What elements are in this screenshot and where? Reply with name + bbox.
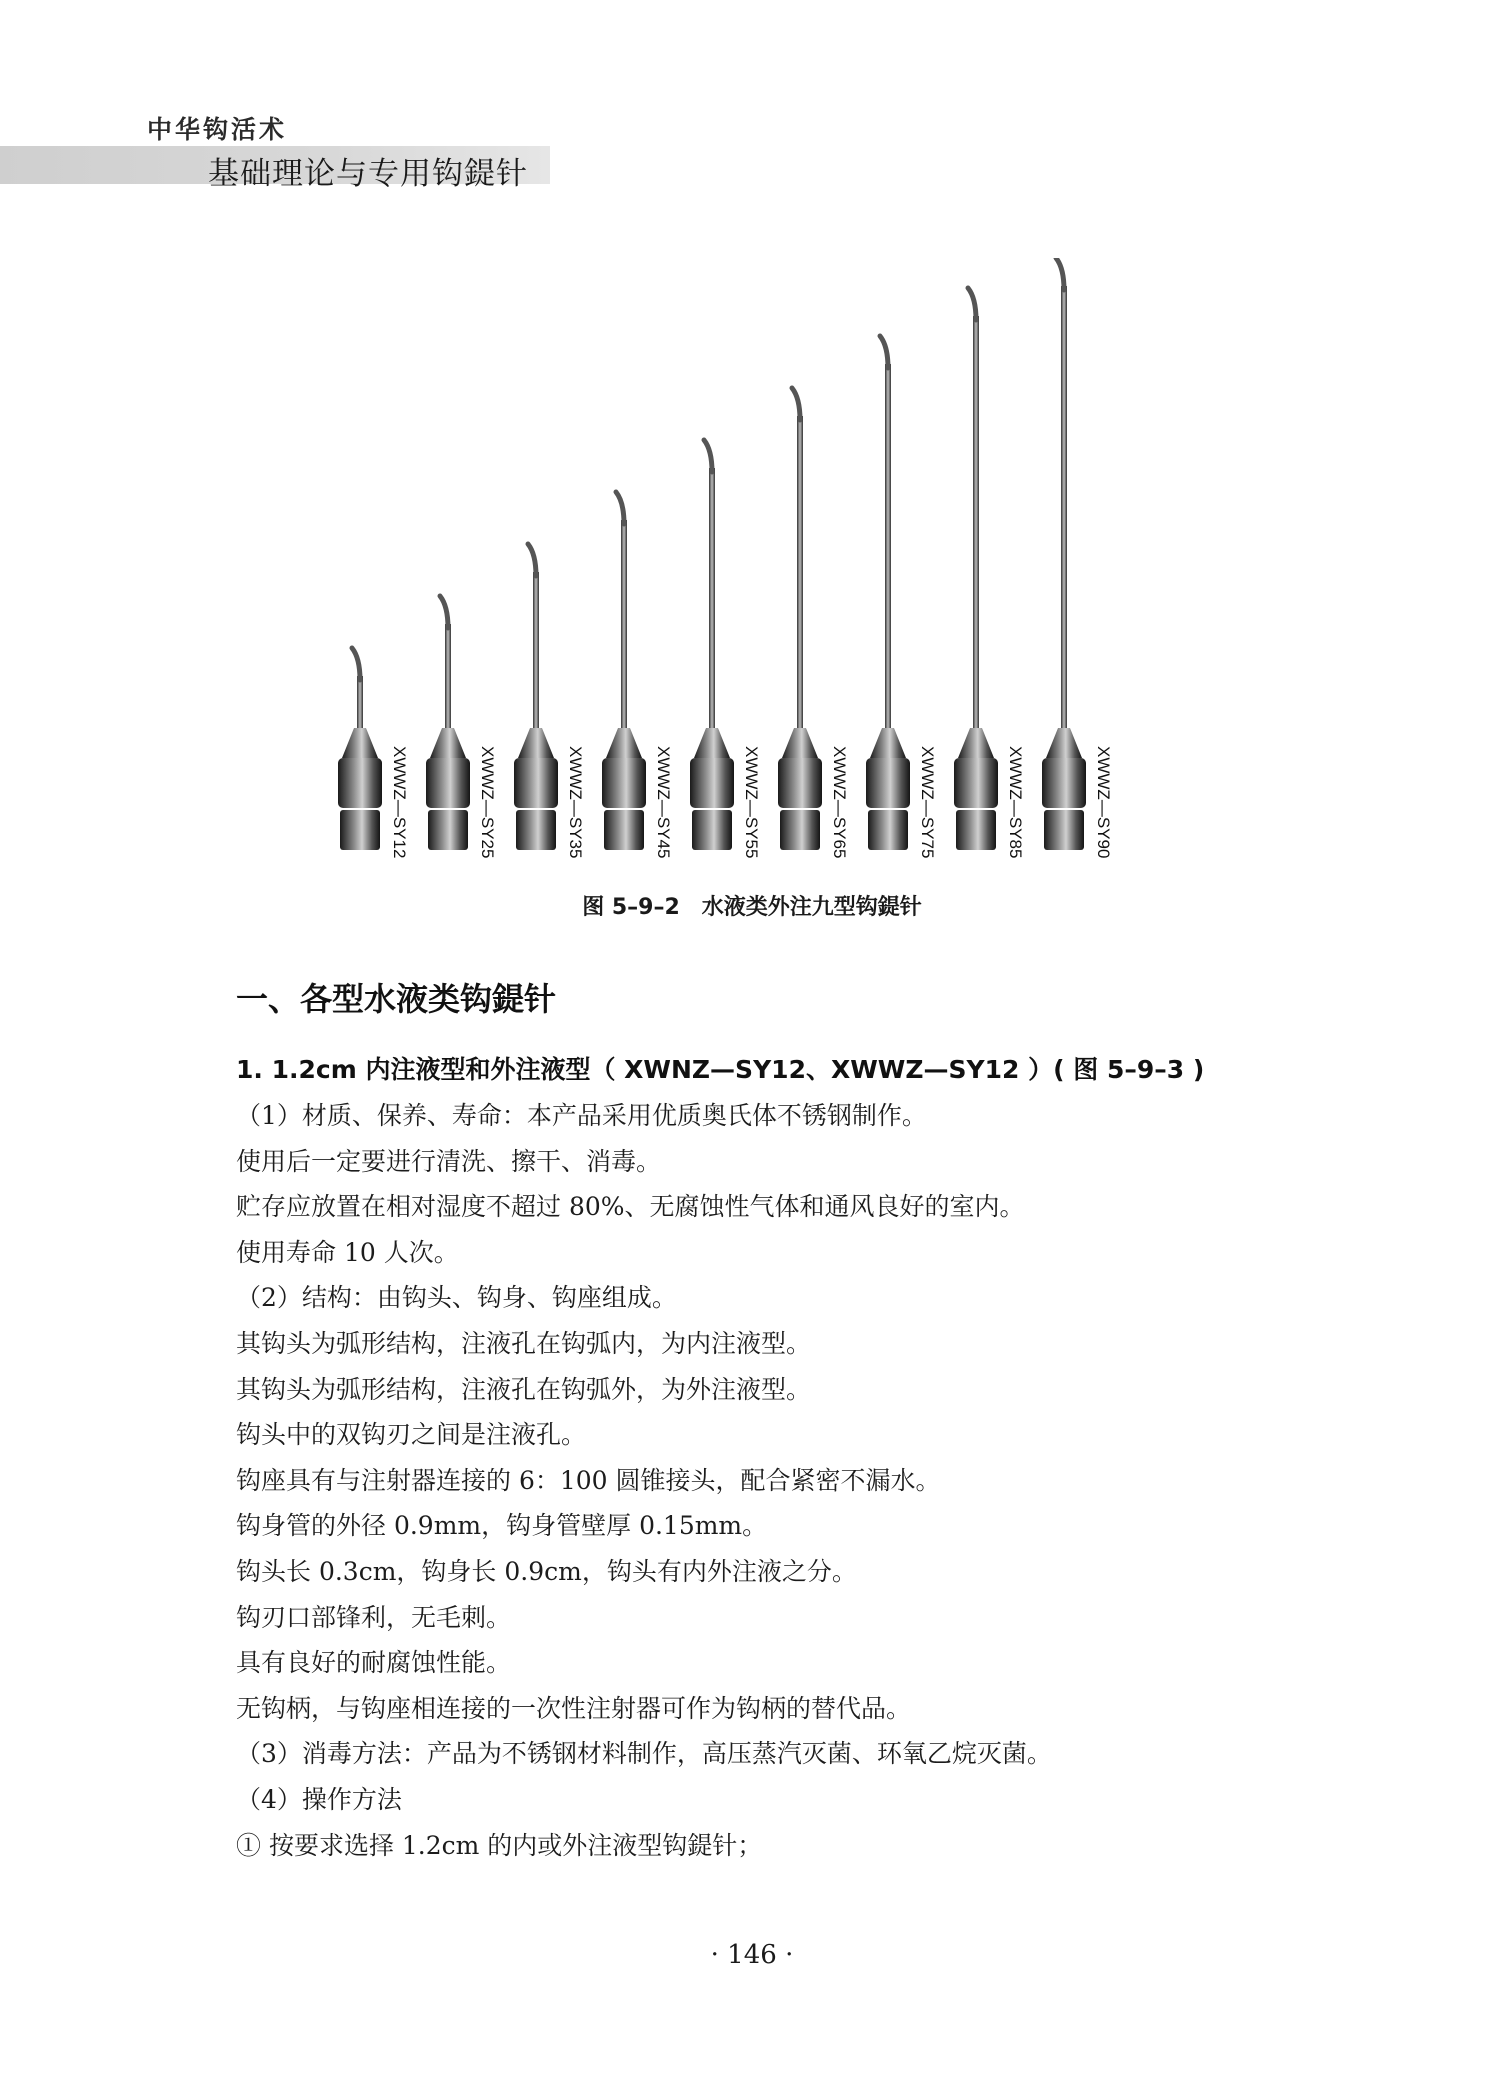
needle xyxy=(1042,258,1113,858)
item-heading: 1. 1.2cm 内注液型和外注液型（ XWNZ—SY12、XWWZ—SY12 ）( 图 5–9–3 ) xyxy=(236,1055,1205,1084)
needle-label: XWWZ—SY75 xyxy=(918,746,937,858)
body-line: （2）结构：由钩头、钩身、钩座组成。 xyxy=(236,1283,677,1313)
body-text xyxy=(236,1093,1286,1868)
body-line: （1）材质、保养、寿命：本产品采用优质奥氏体不锈钢制作。 xyxy=(236,1101,927,1130)
needle xyxy=(778,388,849,858)
body-line: 其钩头为弧形结构，注液孔在钩弧内，为内注液型。 xyxy=(236,1328,812,1358)
body-line: 钩头长 0.3cm，钩身长 0.9cm，钩头有内外注液之分。 xyxy=(236,1556,857,1586)
body-line: （3）消毒方法：产品为不锈钢材料制作，高压蒸汽灭菌、环氧乙烷灭菌。 xyxy=(236,1739,1052,1769)
running-header-title: 基础理论与专用钩鍉针 xyxy=(208,156,528,192)
body-line: 使用寿命 10 人次。 xyxy=(236,1237,459,1267)
needle-photo-svg xyxy=(330,258,1150,858)
body-line: ① 按要求选择 1.2cm 的内或外注液型钩鍉针； xyxy=(236,1830,763,1860)
body-line: 钩座具有与注射器连接的 6：100 圆锥接头，配合紧密不漏水。 xyxy=(236,1465,941,1495)
needle xyxy=(338,648,409,858)
needle xyxy=(954,288,1025,858)
needle xyxy=(690,440,761,858)
needle-label: XWWZ—SY25 xyxy=(478,746,497,858)
needle-label: XWWZ—SY45 xyxy=(654,746,673,858)
figure-caption: 图 5–9–2 水液类外注九型钩鍉针 xyxy=(582,895,922,920)
body-line: 具有良好的耐腐蚀性能。 xyxy=(236,1648,512,1678)
page-number: · 146 · xyxy=(710,1940,794,1970)
needle-label: XWWZ—SY55 xyxy=(742,746,761,858)
needle-photo xyxy=(330,258,1150,858)
body-line: 贮存应放置在相对湿度不超过 80%、无腐蚀性气体和通风良好的室内。 xyxy=(236,1192,1025,1222)
body-line: 其钩头为弧形结构，注液孔在钩弧外，为外注液型。 xyxy=(236,1374,812,1404)
needle xyxy=(514,544,585,858)
needle-label: XWWZ—SY90 xyxy=(1094,746,1113,858)
running-header-series: 中华钩活术 xyxy=(147,115,288,144)
needle xyxy=(866,336,937,858)
needle xyxy=(426,596,497,858)
body-line: 钩头中的双钩刃之间是注液孔。 xyxy=(236,1420,587,1450)
body-line: 使用后一定要进行清洗、擦干、消毒。 xyxy=(236,1146,662,1176)
body-line: 钩刃口部锋利，无毛刺。 xyxy=(236,1602,512,1632)
body-line: 钩身管的外径 0.9mm，钩身管壁厚 0.15mm。 xyxy=(236,1511,768,1541)
needle-label: XWWZ—SY65 xyxy=(830,746,849,858)
needle-label: XWWZ—SY85 xyxy=(1006,746,1025,858)
needle xyxy=(602,492,673,858)
section-heading: 一、各型水液类钩鍉针 xyxy=(236,980,557,1018)
needle-label: XWWZ—SY12 xyxy=(390,746,409,858)
body-line: （4）操作方法 xyxy=(236,1784,402,1814)
needle-label: XWWZ—SY35 xyxy=(566,746,585,858)
body-line: 无钩柄，与钩座相连接的一次性注射器可作为钩柄的替代品。 xyxy=(236,1693,912,1723)
